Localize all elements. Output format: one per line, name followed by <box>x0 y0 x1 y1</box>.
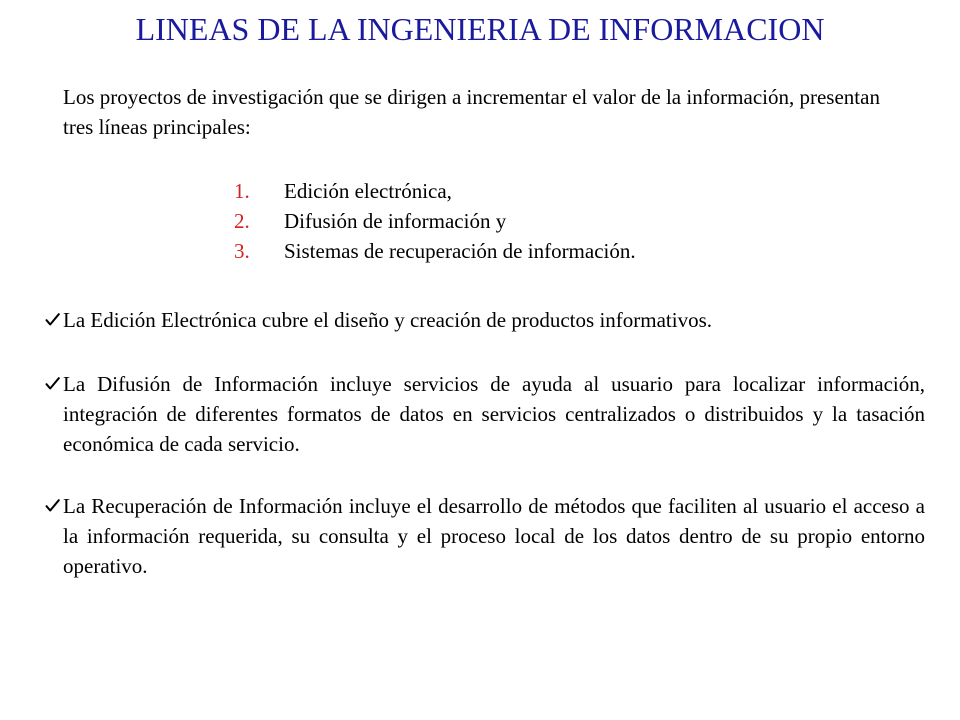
numbered-lines-list <box>234 176 636 266</box>
list-item-number: 1. <box>234 179 250 203</box>
bullet-edicion-electronica <box>44 305 925 335</box>
bullet-text: La Recuperación de Información incluye el desarrollo de métodos que faciliten al usuario el acceso a la información requerida, su consulta y el proceso local de los datos dentro de su propio entorno operativo. <box>63 494 925 578</box>
checkmark-icon <box>44 305 62 335</box>
slide-title: LINEAS DE LA INGENIERIA DE INFORMACION <box>135 11 825 47</box>
list-item-label: Difusión de información y <box>284 209 507 233</box>
bullet-difusion-informacion <box>44 369 925 459</box>
list-item-number: 2. <box>234 209 250 233</box>
checkmark-icon <box>44 491 62 521</box>
list-item <box>234 206 636 236</box>
list-item-label: Sistemas de recuperación de información. <box>284 239 636 263</box>
bullet-text: La Difusión de Información incluye servicios de ayuda al usuario para localizar información, integración de diferentes formatos de datos en servicios centralizados o distribuidos y la tasación económica de cada servicio. <box>63 372 925 456</box>
list-item <box>234 176 636 206</box>
checkmark-icon <box>44 369 62 399</box>
bullet-text: La Edición Electrónica cubre el diseño y creación de productos informativos. <box>63 308 713 332</box>
list-item-number: 3. <box>234 239 250 263</box>
intro-paragraph: Los proyectos de investigación que se dirigen a incrementar el valor de la información, presentan tres líneas principales: <box>63 85 880 139</box>
bullet-recuperacion-informacion <box>44 491 925 581</box>
list-item-label: Edición electrónica, <box>284 179 452 203</box>
list-item <box>234 236 636 266</box>
